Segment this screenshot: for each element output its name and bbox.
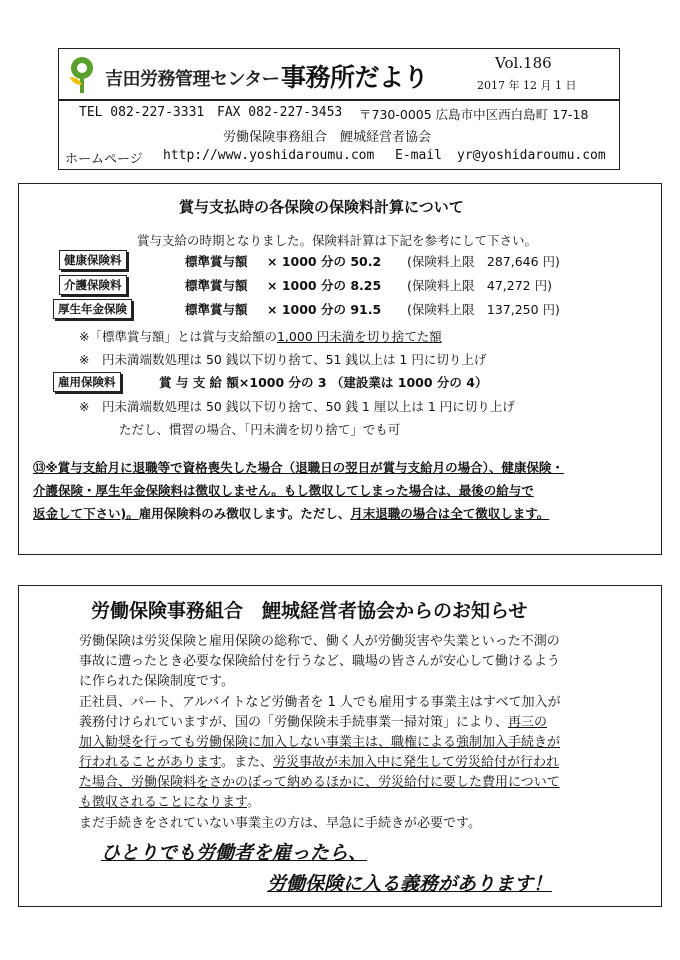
health-insurance-limit: (保険料上限 287,646 円) [407,254,560,269]
bonus-insurance-section [18,183,662,555]
health-insurance-tag: 健康保険料 [59,250,127,270]
company-logo [65,55,99,95]
resignation-notice-line2-text: 介護保険・厚生年金保険料は徴収しません。もし徴収してしまった場合は、最後の給与で [33,483,534,498]
pension-insurance-item: 標準賞与額 [185,302,248,317]
p2-line6 [79,793,260,813]
care-insurance-tag: 介護保険料 [59,275,127,295]
p2-line2-text: 義務付けられていますが、国の「労働保険未手続事業一掃対策」により、 [79,715,509,730]
notice-month-end: 月末退職の場合は全て徴収します。 [350,506,550,521]
slogan-line1-text: ひとりでも労働者を雇ったら、 [101,842,368,864]
header-divider [59,99,619,101]
employment-insurance-formula: 賞 与 支 給 額×1000 分の 3 （建設業は 1000 分の 4） [159,375,488,390]
p2-line4-mid: 。また、 [220,755,273,770]
employment-insurance-tag: 雇用保険料 [53,372,121,392]
pension-insurance-tag: 厚生年金保険 [53,299,132,319]
homepage-link[interactable]: http://www.yoshidaroumu.com [163,148,375,163]
p2-line1: 正社員、パート、アルバイトなど労働者を 1 人でも雇用する事業主はすべて加入が [79,695,561,710]
slogan-line1 [101,838,367,865]
associations: 労働保険事務組合 鯉城経営者協会 [223,130,432,145]
email-link[interactable]: yr@yoshidaroumu.com [457,148,606,163]
rounding-note: ※ 円未満端数処理は 50 銭以下切り捨て、51 銭以上は 1 円に切り上げ [79,352,487,367]
p2-line2-underlined: 再三の [508,715,548,730]
address: 〒730-0005 広島市中区西白島町 17-18 [359,107,589,122]
resignation-notice-line1-text: ⑬※賞与支給月に退職等で資格喪失した場合（退職日の翌日が賞与支給月の場合）、健康保険・ [33,460,564,475]
association-section-title: 労働保険事務組合 鯉城経営者協会からのお知らせ [91,600,528,622]
p2-line4-underlined-b: 労災事故が未加入中に発生して労災給付が行われ [272,755,559,770]
standard-bonus-note [79,327,442,345]
resignation-notice-line3 [33,503,549,525]
p3-line: まだ手続きをされていない事業主の方は、早急に手続きが必要です。 [79,816,481,831]
p1-line1: 労働保険は労災保険と雇用保険の総称で、働く人が労働災害や失業といった不測の [79,634,560,649]
care-insurance-formula: × 1000 分の 8.25 [267,278,382,293]
notice-refund: 返金して下さい)。 [33,506,139,521]
org-name: 吉田労務管理センター [105,69,280,90]
notice-employment-only: 雇用保険料のみ徴収します。ただし、 [138,506,351,521]
pension-insurance-formula: × 1000 分の 91.5 [267,302,382,317]
health-insurance-item: 標準賞与額 [185,254,248,269]
employment-rounding-note: ※ 円未満端数処理は 50 銭以下切り捨て、50 銭 1 厘以上は 1 円に切り上げ [79,399,515,414]
issue-date: 2017 年 12 月 1 日 [477,79,577,92]
care-insurance-limit: (保険料上限 47,272 円) [407,278,552,293]
slogan-line2-text: 労働保険に入る義務があります！ [267,873,553,895]
newsletter-header [58,48,620,170]
health-insurance-formula: × 1000 分の 50.2 [267,254,382,269]
sprout-logo-icon [65,55,99,95]
volume-number: Vol.186 [495,54,552,72]
bonus-section-title: 賞与支払時の各保険の保険料計算について [179,198,464,216]
p1-line3: に作られた保険制度です。 [79,674,234,689]
resignation-notice-line1 [33,457,564,479]
p2-line2 [79,713,547,733]
custom-rounding-note: ただし、慣習の場合、「円未満を切り捨て」でも可 [119,422,401,437]
p2-line4-underlined-a: 行われることがあります [79,755,221,770]
p2-line4 [79,753,559,773]
resignation-notice-line2 [33,480,534,502]
bonus-intro: 賞与支給の時期となりました。保険料計算は下記を参考にして下さい。 [137,233,538,248]
care-insurance-item: 標準賞与額 [185,278,248,293]
fax-number: FAX 082-227-3453 [217,105,343,120]
slogan-line2 [267,869,552,896]
association-notice-section [18,585,662,907]
standard-bonus-note-underlined: 1,000 円未満を切り捨てた額 [276,329,442,344]
p2-line5: た場合、労働保険料をさかのぼって納めるほかに、労災給付に要した費用について [79,775,560,790]
standard-bonus-note-prefix: ※「標準賞与額」とは賞与支給額の [79,329,277,344]
p2-line6-underlined: も徴収されることになります [79,795,247,810]
homepage-label: ホームページ [65,152,143,167]
email-label: E-mail [395,148,442,163]
newsletter-title: 事務所だより [281,63,429,92]
tel-number: TEL 082-227-3331 [79,105,205,120]
p2-line3: 加入勧奨を行っても労働保険に加入しない事業主は、職権による強制加入手続きが [79,735,561,750]
p2-line6-end: 。 [246,795,260,810]
pension-insurance-limit: (保険料上限 137,250 円) [407,302,560,317]
p1-line2: 事故に遭ったとき必要な保険給付を行うなど、職場の皆さんが安心して働けるよう [79,654,561,669]
